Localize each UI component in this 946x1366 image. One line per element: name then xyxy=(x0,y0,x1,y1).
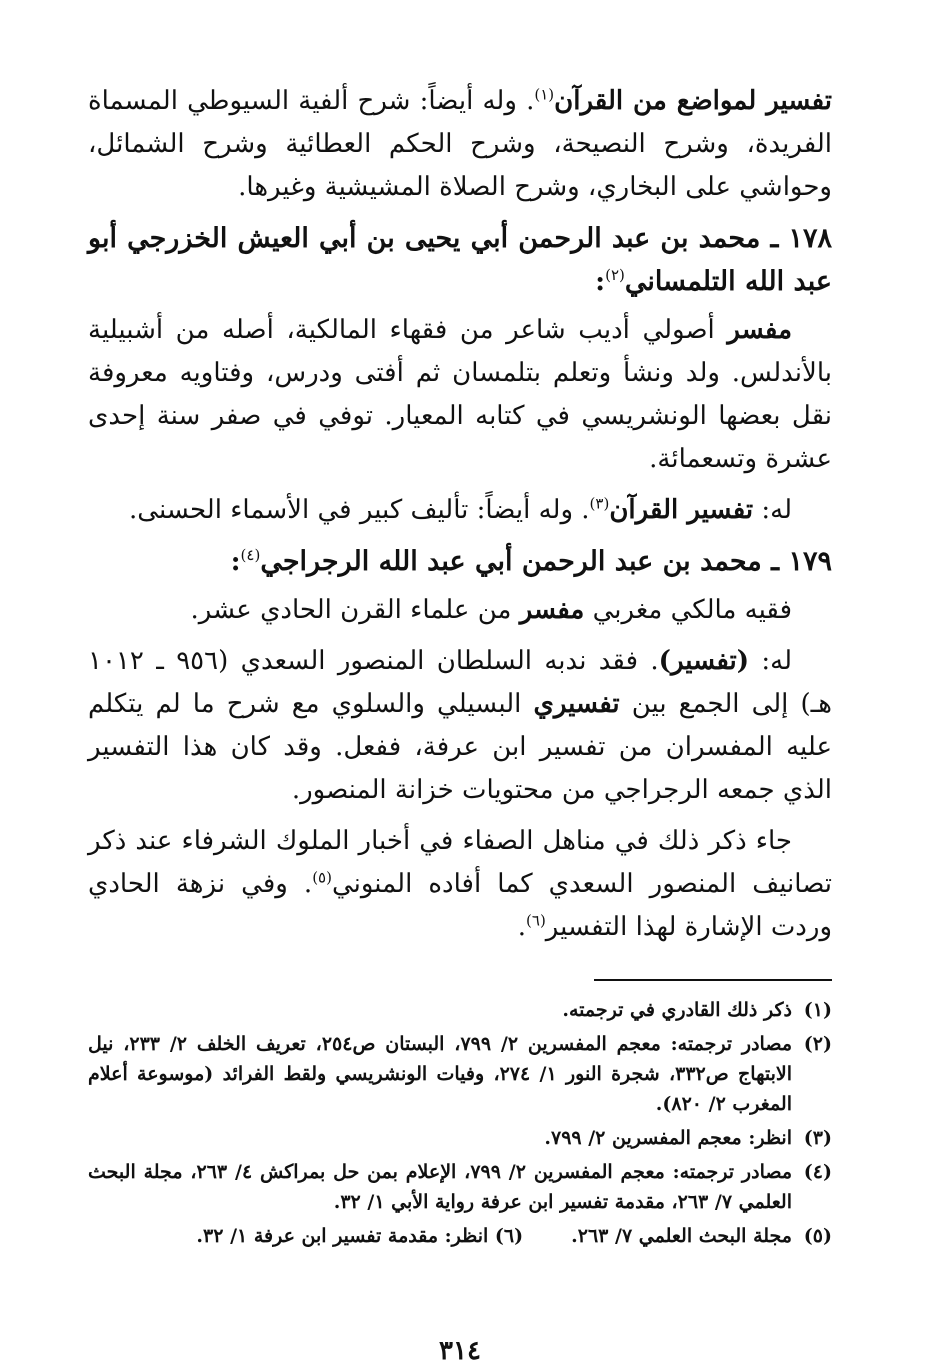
footnote-ref: (٤) xyxy=(240,546,261,564)
entry-heading-178 xyxy=(88,217,832,303)
paragraph-works-178 xyxy=(88,489,832,532)
paragraph-text: أصولي أديب شاعر من فقهاء المالكية، أصله من أشبيلية بالأندلس. ولد ونشأ وتعلم بتلمسان ثم أفتى ودرس، وفتاويه معروفة نقل بعضها الونشريسي في كتابه المعيار. توفي في صفر سنة إحدى عشرة وتسعمائة. xyxy=(88,315,832,474)
footnote-ref: (٥) xyxy=(312,868,332,887)
footnote-text-second xyxy=(196,1221,523,1251)
paragraph-text: فقيه مالكي مغربي xyxy=(584,595,792,625)
work-title: تفسير القرآن xyxy=(609,495,754,525)
paragraph-text: . وله أيضاً: تأليف كبير في الأسماء الحسنى. xyxy=(129,495,590,525)
footnote-mark: (٤) xyxy=(803,1161,832,1183)
paragraph-text: من علماء القرن الحادي عشر. xyxy=(190,595,520,625)
paragraph-text: . وله أيضاً: شرح ألفية السيوطي المسماة الفريدة، وشرح النصيحة، وشرح الحكم العطائية وشرح الشمائل، وحواشي على البخاري، وشرح الصلاة المشيشية وغيرها. xyxy=(88,86,832,202)
entry-name: محمد بن عبد الرحمن أبي عبد الله الرجراجي xyxy=(260,546,762,577)
footnote-mark: (٣) xyxy=(803,1127,832,1149)
entry-heading-179 xyxy=(88,540,832,583)
footnote-text: مصادر ترجمته: معجم المفسرين ٢/ ٧٩٩، الإعلام بمن حل بمراكش ٤/ ٢٦٣، مجلة البحث العلمي ٧/ ٢٦٣، مقدمة تفسير ابن عرفة رواية الأبي ١/ ٣٢. xyxy=(88,1161,793,1213)
keyword-mufassir: مفسر xyxy=(727,315,792,345)
paragraph-text: . xyxy=(517,912,527,942)
keyword-mufassir: مفسر xyxy=(519,595,585,625)
entry-number: ١٧٨ ـ xyxy=(770,223,832,254)
footnote-ref: (٢) xyxy=(605,266,625,284)
work-title: تفسير لمواضع من القرآن xyxy=(554,86,832,116)
footnote-text: مجلة البحث العلمي ٧/ ٢٦٣. xyxy=(571,1225,792,1247)
paragraph-text: . فقد ندبه السلطان المنصور السعدي (٩٥٦ ـ ١٠١٢ هـ) إلى الجمع بين xyxy=(88,646,832,719)
footnote-text-pair xyxy=(88,1221,792,1251)
footnote-ref: (٣) xyxy=(589,494,610,513)
entry-name: محمد بن عبد الرحمن أبي يحيى بن أبي العيش الخزرجي أبو عبد الله التلمساني xyxy=(88,223,832,297)
paragraph-works-179 xyxy=(88,640,832,812)
footnote-divider xyxy=(594,979,832,981)
paragraph-text: . وفي نزهة الحادي وردت الإشارة لهذا التفسير xyxy=(88,869,832,942)
footnote-text: ذكر ذلك القادري في ترجمته. xyxy=(562,999,792,1021)
entry-colon: : xyxy=(230,546,241,577)
footnote-text: انظر: معجم المفسرين ٢/ ٧٩٩. xyxy=(544,1127,792,1149)
footnote-item xyxy=(88,1157,832,1217)
footnote-item xyxy=(88,1029,832,1119)
footnote-item xyxy=(88,1123,832,1153)
paragraph-bio-178 xyxy=(88,309,832,481)
works-lead: له: xyxy=(753,495,792,525)
book-page xyxy=(88,80,832,1366)
footnote-item xyxy=(88,995,832,1025)
footnote-mark: (٢) xyxy=(803,1033,832,1055)
footnote-text: انظر: مقدمة تفسير ابن عرفة ١/ ٣٢. xyxy=(196,1225,489,1247)
footnote-ref: (١) xyxy=(534,85,555,104)
works-lead: له: xyxy=(749,646,793,676)
paragraph-text: جاء ذكر ذلك في مناهل الصفاء في أخبار الملوك الشرفاء عند ذكر تصانيف المنصور السعدي كما أفاده المنوني xyxy=(88,826,832,899)
keyword-tafsiri: تفسيري xyxy=(533,689,620,719)
page-number: ٣١٤ xyxy=(439,1336,481,1366)
paragraph-text: البسيلي والسلوي مع شرح ما لم يتكلم عليه المفسران من تفسير ابن عرفة، ففعل. وقد كان هذا التفسير الذي جمعه الرجراجي من محتويات خزانة المنصور. xyxy=(88,689,832,805)
footnote-item-pair xyxy=(88,1221,832,1251)
footnote-mark: (٦) xyxy=(494,1225,524,1247)
footnote-text: مصادر ترجمته: معجم المفسرين ٢/ ٧٩٩، البستان ص٢٥٤، تعريف الخلف ٢/ ٢٣٣، نيل الابتهاج ص٣٣٢، شجرة النور ١/ ٢٧٤، وفيات الونشريسي ولقط الفرائد (موسوعة أعلام المغرب ٢/ ٨٢٠). xyxy=(88,1033,792,1115)
work-title: (تفسير) xyxy=(658,646,750,676)
paragraph-intro xyxy=(88,80,832,209)
entry-number: ١٧٩ ـ xyxy=(771,546,832,577)
footnote-ref: (٦) xyxy=(526,911,546,930)
paragraph-source xyxy=(88,820,832,949)
entry-colon: : xyxy=(595,266,606,297)
paragraph-bio-179 xyxy=(88,589,832,632)
footnotes xyxy=(88,995,832,1251)
footnote-mark: (٥) xyxy=(803,1225,832,1247)
footnote-mark: (١) xyxy=(803,999,832,1021)
